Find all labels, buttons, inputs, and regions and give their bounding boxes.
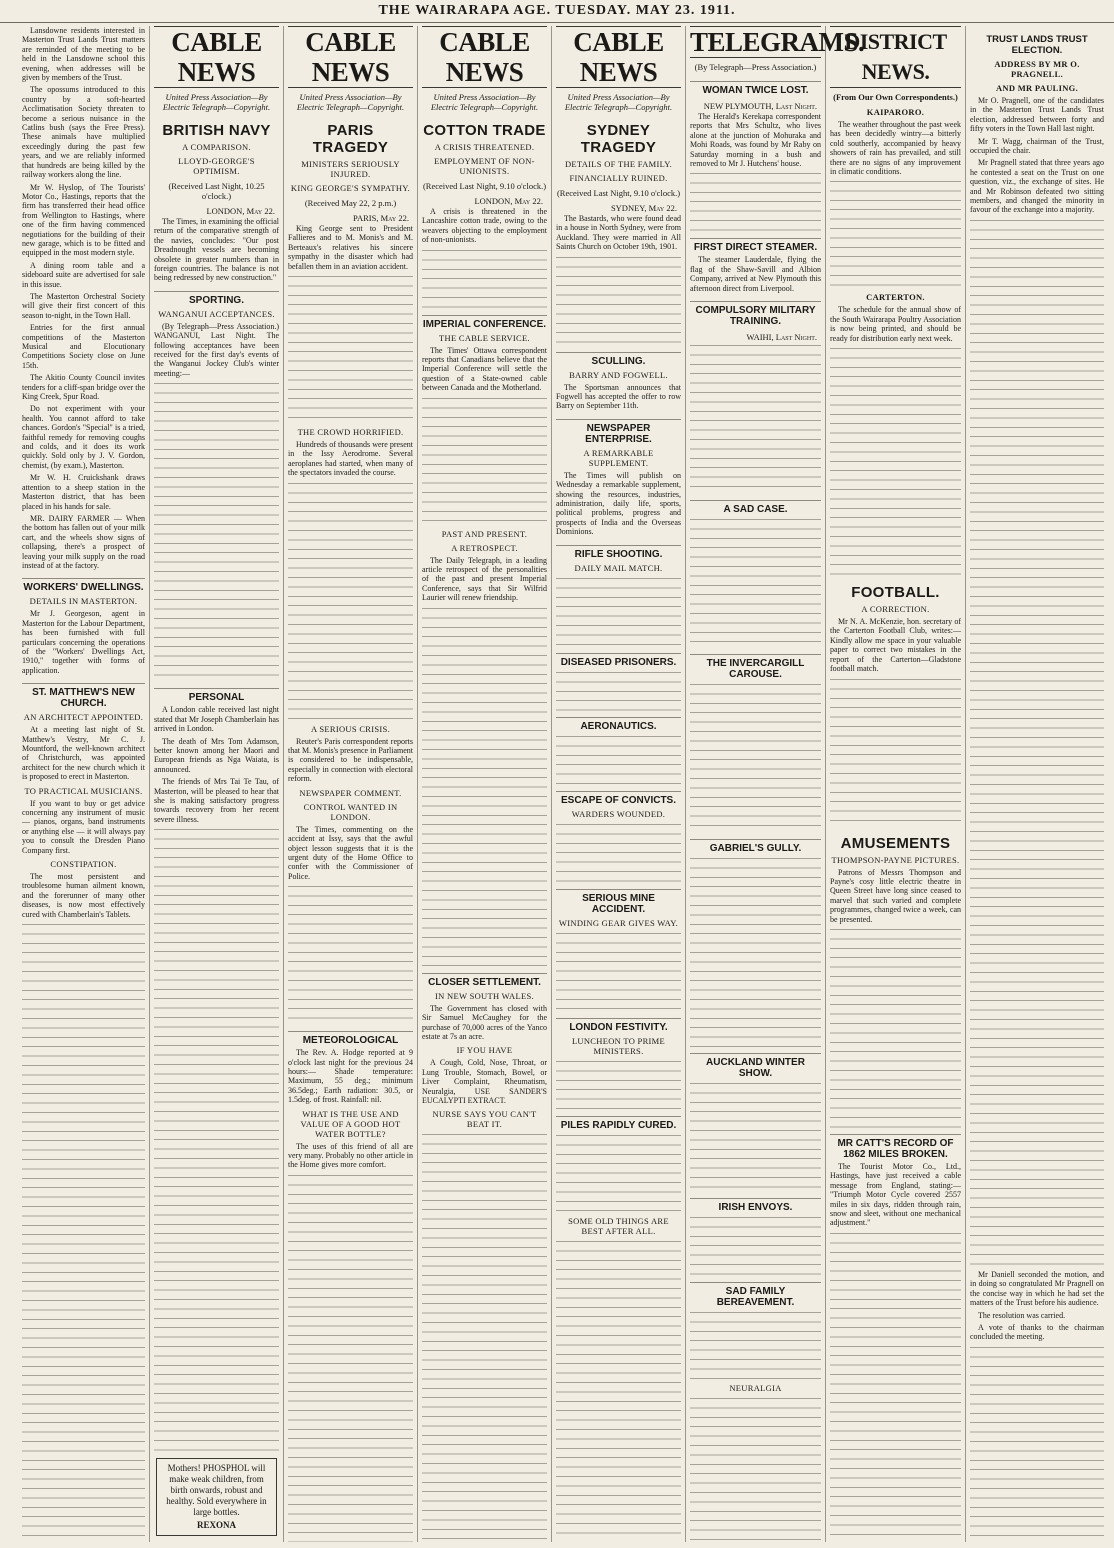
text-lines-decoration: [690, 684, 821, 834]
headline-football: FOOTBALL.: [851, 584, 940, 602]
paragraph: The steamer Lauderdale, flying the flag of the Shaw-Savill and Albion Company, arrived at New Plymouth this afternoon direct from Liverpool.: [690, 255, 821, 293]
text-lines-decoration: [154, 383, 279, 683]
paragraph: Mr Daniell seconded the motion, and in doing so congratulated Mr Pragnell on the concise way in which he had set the matters of the Trust before his audience.: [970, 1269, 1104, 1308]
section-title-cable-news: CABLE NEWS: [556, 26, 681, 88]
received-line: (Received May 22, 2 p.m.): [304, 198, 397, 208]
paragraph: A vote of thanks to the chairman concluded the meeting.: [970, 1322, 1104, 1342]
headline-serious-mine-accident: SERIOUS MINE ACCIDENT.: [556, 889, 681, 915]
headline-sydney-tragedy: SYDNEY TRAGEDY: [580, 122, 657, 156]
text-lines-decoration: [288, 1175, 413, 1542]
text-lines-decoration: [830, 181, 961, 291]
subhead: CONSTIPATION.: [50, 859, 117, 870]
paragraph: The weather throughout the past week has been decidedly wintry—a bitterly cold southerly, accompanied by heavy showers of rain has prevailed, and still there are no signs of any improvement in climatic conditions.: [830, 120, 961, 177]
credit-line: (From Our Own Correspondents.): [833, 92, 958, 102]
text-lines-decoration: [830, 348, 961, 578]
text-lines-decoration: [690, 345, 821, 495]
text-lines-decoration: [690, 1083, 821, 1193]
headline-diseased-prisoners: DISEASED PRISONERS.: [556, 653, 681, 668]
text-lines-decoration: [690, 1217, 821, 1277]
column-5: [552, 26, 686, 1542]
paragraph: The opossums introduced to this country by a soft-hearted Acclimatisation Society threaten to become a serious nuisance in the Catlins bush (says the Free Press). These animals have multiplied exceedingly during the past few years, and we are reliably informed that hundreds are being killed by the railway workers along the line.: [22, 85, 145, 180]
paragraph: Mr Pragnell stated that three years ago he contested a seat on the Trust on one question, viz., the exchange of sites. He and Mr Robinson defeated two sitting members, and changed the minority in favour of the exchange into a majority.: [970, 158, 1104, 215]
subhead: A SERIOUS CRISIS.: [310, 723, 391, 734]
subhead: DETAILS IN MASTERTON.: [29, 596, 138, 607]
headline-invercargill-carouse: THE INVERCARGILL CAROUSE.: [690, 654, 821, 680]
subhead: THOMPSON-PAYNE PICTURES.: [831, 854, 960, 865]
subhead: WANGANUI ACCEPTANCES.: [158, 308, 275, 319]
subhead: ADDRESS BY MR O. PRAGNELL.: [994, 59, 1080, 79]
subhead: WARDERS WOUNDED.: [571, 808, 666, 819]
headline-personal: PERSONAL: [154, 688, 279, 703]
credit-line: (By Telegraph—Press Association.): [694, 62, 817, 72]
paragraph: (By Telegraph—Press Association.) WANGANUI, Last Night. The following acceptances have been received for the first day's events of the Wanganui Jockey Club's winter meeting:—: [154, 321, 279, 378]
paragraph: The schedule for the annual show of the South Wairarapa Poultry Association is now being printed, and should be ready for distribution early next week.: [830, 305, 961, 343]
column-2: [150, 26, 284, 1542]
paragraph: The Times will publish on Wednesday a remarkable supplement, showing the resources, industries, administration, daily life, sports, political problems, progress and prospects of India and the Overseas Dominions.: [556, 470, 681, 537]
paragraph: The most persistent and troublesome human ailment known, and the forerunner of many other diseases, is now most effectively cured with Chamberlain's Tablets.: [22, 872, 145, 919]
text-lines-decoration: [288, 483, 413, 723]
subhead: A REMARKABLE SUPPLEMENT.: [583, 447, 654, 468]
credit-line: United Press Association—By Electric Telegraph—Copyright.: [430, 92, 539, 112]
paragraph: The friends of Mrs Tai Te Tau, of Masterton, will be pleased to hear that she is making satisfactory progress towards recovery from her recent severe illness.: [154, 777, 279, 824]
section-title-district-news: DISTRICT NEWS.: [830, 26, 961, 88]
paragraph: The resolution was carried.: [978, 1310, 1066, 1320]
paragraph: The uses of this friend of all are very many. Probably no other article in the Home gives more comfort.: [288, 1141, 413, 1170]
paragraph: Entries for the first annual competitions of the Masterton Musical and Elocutionary Competitions Society close on June 15th.: [22, 323, 145, 370]
headline-compulsory-military-training: COMPULSORY MILITARY TRAINING.: [690, 301, 821, 327]
text-lines-decoration: [422, 398, 547, 528]
received-line: (Received Last Night, 9.10 o'clock.): [422, 181, 547, 191]
text-lines-decoration: [830, 929, 961, 1129]
text-lines-decoration: [690, 1312, 821, 1382]
dateline: LONDON, May 22.: [206, 206, 275, 216]
credit-line: United Press Association—By Electric Telegraph—Copyright.: [162, 92, 271, 112]
paragraph: The Rev. A. Hodge reported at 9 o'clock last night for the previous 24 hours:— Shade temperature: Maximum, 55 deg.; minimum 36.5deg.; Earth radiation: 30.5, or 1.5deg. of frost. Rainfall: nil.: [288, 1048, 413, 1105]
headline-a-sad-case: A SAD CASE.: [690, 500, 821, 515]
headline-workers-dwellings: WORKERS' DWELLINGS.: [22, 578, 145, 593]
headline-cotton-trade: COTTON TRADE: [423, 122, 546, 139]
headline-mr-catts-record: MR CATT'S RECORD OF 1862 MILES BROKEN.: [830, 1134, 961, 1160]
text-lines-decoration: [690, 519, 821, 649]
headline-auckland-winter-show: AUCKLAND WINTER SHOW.: [690, 1053, 821, 1079]
paragraph: Do not experiment with your health. You cannot afford to take chances. Gordon's "Special" is a tried, faithful remedy for removing coughs and colds, and it does its work quickly. Sold only by J. V. Gordon, chemist, (by exam.), Masterton.: [22, 404, 145, 470]
paragraph: A crisis is threatened in the Lancashire cotton trade, owing to the weavers objecting to the employment of non-unionists.: [422, 207, 547, 245]
text-lines-decoration: [556, 672, 681, 712]
columns-area: [18, 26, 1108, 1542]
text-lines-decoration: [422, 608, 547, 968]
subhead: IN NEW SOUTH WALES.: [435, 990, 534, 1001]
paragraph: The Tourist Motor Co., Ltd., Hastings, have just received a cable message from England, stating:— "Triumph Motor Cycle covered 2557 miles in six days, ridden through rain, snow and sleet, without one mechanical adjustment.": [830, 1161, 961, 1228]
headline-irish-envoys: IRISH ENVOYS.: [690, 1198, 821, 1213]
column-6: [686, 26, 865, 1542]
headline-amusements: AMUSEMENTS: [840, 834, 951, 852]
section-title-telegrams: TELEGRAMS.: [690, 27, 865, 57]
text-lines-decoration: [970, 220, 1104, 1270]
subhead: MINISTERS SERIOUSLY INJURED.: [301, 159, 400, 179]
paragraph: Reuter's Paris correspondent reports that M. Monis's presence in Parliament is considered to be indispensable, especially in connection with electoral reform.: [288, 736, 413, 784]
subhead: THE CROWD HORRIFIED.: [297, 427, 404, 438]
text-lines-decoration: [970, 1347, 1104, 1542]
column-7: [826, 26, 966, 1542]
place-heading: CARTERTON.: [866, 292, 925, 303]
headline-london-festivity: LONDON FESTIVITY.: [556, 1018, 681, 1033]
paragraph: At a meeting last night of St. Matthew's Vestry, Mr C. J. Mountford, the well-known architect of Christchurch, was appointed architect for the new church which it is proposed to erect in Masterton.: [22, 725, 145, 782]
paragraph: The Herald's Kerekapa correspondent reports that Mrs Schultz, who lives alone at the junction of Mohuraka and Mohi Roads, was found by Mr Raby on Saturday morning in a bush and removed to Mr J. Hutchens' house.: [690, 112, 821, 169]
paragraph: A London cable received last night stated that Mr Joseph Chamberlain has arrived in London.: [154, 705, 279, 734]
headline-closer-settlement: CLOSER SETTLEMENT.: [422, 973, 547, 988]
credit-line: United Press Association—By Electric Telegraph—Copyright.: [296, 92, 405, 112]
place-heading: KAIPARORO.: [866, 107, 925, 117]
paragraph: The Times' Ottawa correspondent reports that Canadians believe that the Imperial Conference will settle the question of a State-owned cable between Canada and the Motherland.: [422, 345, 547, 393]
paragraph: Patrons of Messrs Thompson and Payne's cosy little electric theatre in Queen Street have long since ceased to marvel that such varied and complete programmes, changed twice a week, can be presented.: [830, 867, 961, 924]
subhead: PAST AND PRESENT.: [441, 528, 528, 539]
headline-first-direct-steamer: FIRST DIRECT STEAMER.: [690, 238, 821, 253]
text-lines-decoration: [690, 858, 821, 1048]
text-lines-decoration: [422, 250, 547, 310]
paragraph: Mr N. A. McKenzie, hon. secretary of the Carterton Football Club, writes:— Kindly allow me space in your valuable paper to correct two mistakes in the report of the Carterton—Gladstone football match.: [830, 617, 961, 674]
headline-imperial-conference: IMPERIAL CONFERENCE.: [422, 315, 547, 330]
column-1: [18, 26, 150, 1542]
text-lines-decoration: [690, 1398, 821, 1542]
column-3: [284, 26, 418, 1542]
subhead: NEURALGIA: [729, 1383, 782, 1394]
dateline: PARIS, May 22.: [353, 213, 409, 223]
subhead: IF YOU HAVE: [456, 1045, 513, 1056]
subhead: AND MR PAULING.: [995, 83, 1079, 93]
headline-british-navy: BRITISH NAVY: [162, 122, 271, 139]
headline-meteorological: METEOROLOGICAL: [288, 1031, 413, 1046]
ad-brand: REXONA: [196, 1520, 236, 1530]
headline-trust-lands-election: TRUST LANDS TRUST ELECTION.: [986, 34, 1088, 56]
paragraph: The death of Mrs Tom Adamson, better known among her Maori and European friends as Nga Waiata, is announced.: [154, 736, 279, 774]
headline-newspaper-enterprise: NEWSPAPER ENTERPRISE.: [556, 419, 681, 445]
paragraph: King George sent to President Fallieres and to M. Monis's and M. Berteaux's relatives his sincere sympathy in the disaster which had befallen them in an aviation accident.: [288, 224, 413, 271]
paragraph: A Cough, Cold, Nose, Throat, or Lung Trouble, Stomach, Bowel, or Liver Complaint, Rheumatism, Neuralgia, USE SANDER'S EUCALYPTI EXTRACT.: [422, 1058, 547, 1105]
text-lines-decoration: [556, 257, 681, 347]
text-lines-decoration: [556, 824, 681, 884]
dateline: WAIHI, Last Night.: [746, 332, 817, 343]
received-line: (Received Last Night, 9.10 o'clock.): [556, 188, 681, 198]
paragraph: The Akitio County Council invites tenders for a cliff-span bridge over the King Creek, Spur Road.: [22, 373, 145, 402]
subhead: WHAT IS THE USE AND VALUE OF A GOOD HOT WATER BOTTLE?: [300, 1108, 401, 1139]
text-lines-decoration: [830, 679, 961, 829]
paragraph: Hundreds of thousands were present in the Issy Aerodrome. Several aeroplanes had started, when many of the spectators invaded the course.: [288, 440, 413, 478]
subhead: NEWSPAPER COMMENT.: [299, 787, 402, 798]
section-title-cable-news: CABLE NEWS: [154, 26, 279, 88]
subhead: AN ARCHITECT APPOINTED.: [23, 712, 144, 723]
dateline: LONDON, May 22.: [474, 196, 543, 206]
paragraph: Mr T. Wagg, chairman of the Trust, occupied the chair.: [970, 136, 1104, 156]
subhead: LUNCHEON TO PRIME MINISTERS.: [571, 1035, 666, 1056]
paragraph: Lansdowne residents interested in Masterton Trust Lands Trust matters are reminded of the meeting to be held in the Lansdowne school this evening, when addresses will be given by members of the Trust.: [22, 26, 145, 83]
text-lines-decoration: [690, 173, 821, 233]
paragraph: The Times, commenting on the accident at Issy, says that the awful object lesson suggests that it is the urgent duty of the Home Office to confer with the Commissioner of Police.: [288, 824, 413, 881]
text-lines-decoration: [556, 736, 681, 786]
headline-gabriels-gully: GABRIEL'S GULLY.: [690, 839, 821, 854]
subhead: TO PRACTICAL MUSICIANS.: [24, 785, 143, 796]
subhead: KING GEORGE'S SYMPATHY.: [290, 183, 411, 193]
paragraph: Mr W. Hyslop, of The Tourists' Motor Co., Hastings, reports that the firm has transferred their head office from Wellington to Hastings, where one of the firm having commenced negotiations for the building of their new garage, which is to be fitted and equipped in the most modern style.: [22, 182, 145, 258]
subhead: A CORRECTION.: [861, 604, 930, 615]
credit-line: United Press Association—By Electric Telegraph—Copyright.: [564, 92, 673, 112]
received-line: (Received Last Night, 10.25 o'clock.): [168, 181, 265, 201]
subhead: DAILY MAIL MATCH.: [574, 562, 663, 573]
headline-paris-tragedy: PARIS TRAGEDY: [312, 122, 389, 156]
paragraph: Mr J. Georgeson, agent in Masterton for the Labour Department, has been furnished with full particulars concerning the operations of the "Workers' Dwellings Act, 1910," together with forms of application.: [22, 609, 145, 675]
subhead: BARRY AND FOGWELL.: [569, 369, 668, 380]
text-lines-decoration: [154, 829, 279, 1452]
paragraph: A dining room table and a sideboard suite are advertised for sale in this issue.: [22, 260, 145, 289]
text-lines-decoration: [22, 924, 145, 1542]
subhead: SOME OLD THINGS ARE BEST AFTER ALL.: [568, 1215, 669, 1236]
subhead: FINANCIALLY RUINED.: [569, 173, 668, 183]
paragraph: The Times, in examining the official return of the comparative strength of the navies, concludes: "Our post Dreadnought vessels are becoming obsolete in greater numbers than in foreign countries. The balance is not being redressed by new construction.": [154, 217, 279, 283]
text-lines-decoration: [556, 933, 681, 1013]
paragraph: Mr O. Pragnell, one of the candidates in the Masterton Trust Lands Trust election, addressed between forty and fifty voters in the Town Hall last night.: [970, 96, 1104, 134]
subhead: LLOYD-GEORGE'S OPTIMISM.: [178, 156, 255, 176]
headline-sad-family-bereavement: SAD FAMILY BEREAVEMENT.: [690, 1282, 821, 1308]
text-lines-decoration: [422, 1134, 547, 1542]
text-lines-decoration: [556, 1135, 681, 1215]
text-lines-decoration: [556, 578, 681, 648]
text-lines-decoration: [556, 1061, 681, 1111]
subhead: CONTROL WANTED IN LONDON.: [303, 801, 398, 822]
subhead: A COMPARISON.: [182, 142, 251, 152]
ad-text: Mothers! PHOSPHOL will make weak children, from birth onwards, robust and healthy. Sold everywhere in large bottles.: [166, 1463, 267, 1517]
dateline: SYDNEY, May 22.: [610, 203, 677, 213]
headline-escape-of-convicts: ESCAPE OF CONVICTS.: [556, 791, 681, 806]
subhead: THE CABLE SERVICE.: [439, 332, 530, 343]
headline-piles-cured: PILES RAPIDLY CURED.: [556, 1116, 681, 1131]
subhead: A CRISIS THREATENED.: [434, 142, 535, 152]
subhead: NURSE SAYS YOU CAN'T BEAT IT.: [432, 1109, 537, 1130]
paragraph: The Bastards, who were found dead in a house in North Sydney, were from Auckland. They were married in All Saints Church on October 19th, 1901.: [556, 214, 681, 252]
section-title-cable-news: CABLE NEWS: [288, 26, 413, 88]
paragraph: The Masterton Orchestral Society will give their first concert of this season to-night, in the Town Hall.: [22, 291, 145, 320]
section-title-cable-news: CABLE NEWS: [422, 26, 547, 88]
subhead: WINDING GEAR GIVES WAY.: [558, 917, 679, 928]
masthead: THE WAIRARAPA AGE. TUESDAY. MAY 23. 1911.: [0, 0, 1114, 23]
advertisement-phosphol: [156, 1458, 277, 1536]
paragraph: The Sportsman announces that Fogwell has accepted the offer to row Barry on September 11th.: [556, 382, 681, 411]
text-lines-decoration: [830, 1233, 961, 1542]
paragraph: If you want to buy or get advice concerning any instrument of music — pianos, organs, band instruments or anything else — it will always pay you to consult the Dresden Piano Company first.: [22, 798, 145, 855]
text-lines-decoration: [556, 1241, 681, 1542]
subhead: EMPLOYMENT OF NON-UNIONISTS.: [434, 156, 535, 176]
headline-rifle-shooting: RIFLE SHOOTING.: [556, 545, 681, 560]
dateline: NEW PLYMOUTH, Last Night.: [703, 101, 817, 111]
text-lines-decoration: [288, 276, 413, 426]
headline-sporting: SPORTING.: [154, 291, 279, 306]
paragraph: MR. DAIRY FARMER — When the bottom has fallen out of your milk cart, and the wheels show signs of collapsing, there's a prospect of leaving your milk supply on the road instead of at the factory.: [22, 513, 145, 570]
paragraph: The Government has closed with Sir Samuel McCaughey for the purchase of 70,000 acres of the Yanco estate at 7s an acre.: [422, 1003, 547, 1041]
headline-aeronautics: AERONAUTICS.: [556, 717, 681, 732]
paragraph: The Daily Telegraph, in a leading article retrospect of the personalities of the past and present Imperial Conference, says that Sir Wilfrid Laurier will renew friendship.: [422, 555, 547, 603]
headline-woman-twice-lost: WOMAN TWICE LOST.: [690, 81, 821, 96]
subhead: A RETROSPECT.: [451, 542, 518, 553]
text-lines-decoration: [288, 886, 413, 1026]
column-8: [966, 26, 1108, 1542]
subhead: DETAILS OF THE FAMILY.: [564, 159, 673, 169]
headline-sculling: SCULLING.: [556, 352, 681, 367]
paragraph: Mr W. H. Cruickshank draws attention to a sheep station in the Masterton district, that has been placed in his hands for sale.: [22, 473, 145, 511]
headline-st-matthews: ST. MATTHEW'S NEW CHURCH.: [22, 683, 145, 709]
column-4: [418, 26, 552, 1542]
